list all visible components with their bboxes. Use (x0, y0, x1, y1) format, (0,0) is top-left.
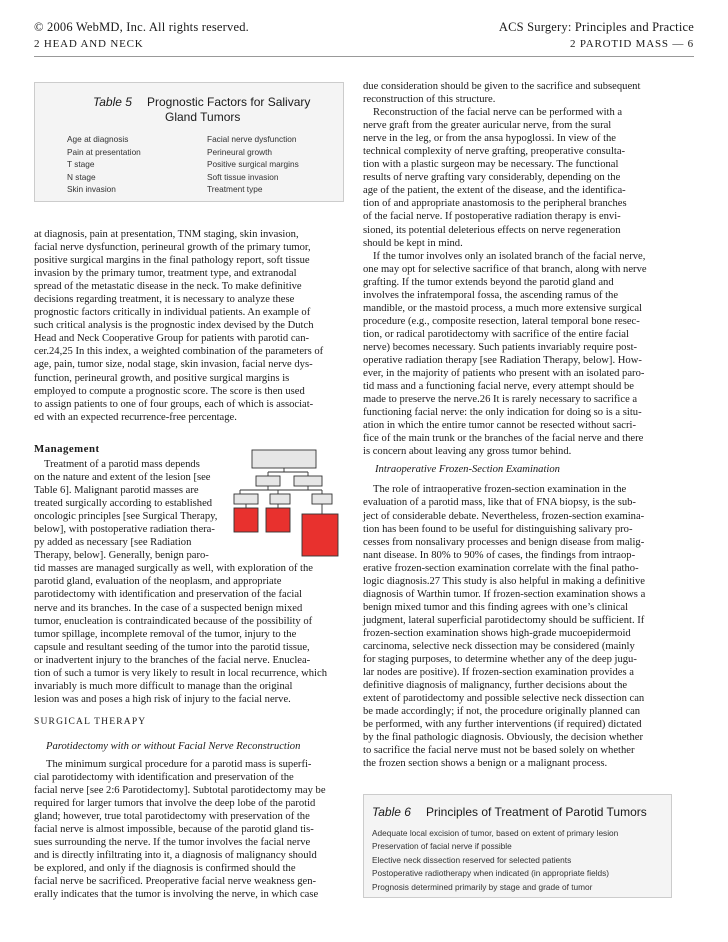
text-line: to assign patients to one of four groups, each of which is associat- (34, 398, 314, 410)
text-line: tid mass and a functioning facial nerve, every attempt should be (363, 381, 634, 393)
table-6-row: Elective neck dissection reserved for selected patients (372, 854, 572, 865)
flow-box-left-1 (256, 476, 280, 486)
text-line: be explored, and only if the diagnosis is confirmed should the (34, 863, 296, 875)
text-line: benign mixed tumor and this finding agrees with one’s clinical (363, 601, 629, 613)
text-line: results of nerve grafting vary considerably, depending on the (363, 172, 621, 184)
text-line: tumor spillage, incomplete removal of the tumor, injury to the (34, 628, 297, 640)
text-line: invariably is much more difficult to manage than the original (34, 680, 293, 692)
text-line: facial nerve [see 2:6 Parotidectomy]. Subtotal parotidectomy may be (34, 785, 326, 797)
text-line: functioning facial nerve: the only indication for doing so is a situ- (363, 407, 642, 419)
text-line: If the tumor involves only an isolated branch of the facial nerve, (373, 250, 646, 262)
flow-box-right-2 (312, 494, 332, 504)
text-line: be made accordingly; if not, the procedure originally planned can (363, 706, 641, 718)
table-5-label: Table 5 (93, 95, 132, 109)
table-5-cell: N stage (67, 171, 96, 182)
text-line: due consideration should be given to the sacrifice and subsequent (363, 81, 641, 92)
text-line: nerve in the leg, or from the ansa hypoglossi. In view of the (363, 133, 617, 145)
flow-box-right-1 (294, 476, 322, 486)
text-line: invasion by the primary tumor, treatment type, and extranodal (34, 268, 297, 280)
table-5-cell: Skin invasion (67, 184, 116, 194)
text-line: spread of the metastatic disease in the neck. To make definitive (34, 281, 302, 293)
flow-box-red-right (302, 514, 338, 556)
text-line: nerve) becomes necessary. Such patients invariably require post- (363, 341, 638, 353)
text-line: parotidectomy with identification and preservation of the facial (34, 589, 302, 601)
text-line: employed to compute a prognostic score. The score is then used (34, 385, 305, 397)
text-line: cer.24,25 In this index, a weighted combination of the parameters of (34, 346, 324, 358)
table-6-row: Postoperative radiotherapy when indicated (in appropriate fields) (372, 868, 610, 879)
flow-box-mid-2 (270, 494, 290, 504)
text-line: carcinoma, selective neck dissection may be considered (mainly (363, 640, 635, 652)
table-5-left-column (67, 133, 141, 196)
text-line: prognostic factors critically in individual patients. An example of (34, 307, 311, 319)
text-line: grafting. If the tumor extends beyond the parotid gland and (363, 276, 614, 288)
text-line: below], with postoperative radiation thera- (34, 524, 215, 536)
text-line: facial nerve dysfunction, perineural growth of the primary tumor, (34, 242, 311, 254)
table-6-rows (372, 827, 618, 894)
parotidectomy-heading: Parotidectomy with or without Facial Nerve Reconstruction (46, 741, 301, 752)
text-line: gland; however, true total parotidectomy with preservation of the (34, 811, 310, 823)
text-line: The minimum surgical procedure for a parotid mass is superfi- (46, 759, 312, 770)
text-line: for staging purposes, to determine whether any of the deep jugu- (363, 654, 637, 666)
text-line: ject of considerable debate. Nevertheless, frozen-section examina- (363, 510, 645, 522)
text-line: ever, in the majority of patients who present with an isolated paro- (363, 368, 645, 380)
text-line: decisions regarding treatment, it is necessary to analyze these (34, 294, 295, 306)
text-line: such critical analysis is the prognostic index devised by the Dutch (34, 320, 314, 332)
text-line: to sacrifice the facial nerve must not be based solely on whether (363, 745, 635, 757)
text-line: Treatment of a parotid mass depends (44, 459, 200, 470)
table-5-cell: Facial nerve dysfunction (207, 134, 297, 144)
text-line: lar nodes are positive). If frozen-section examination provides a (363, 667, 634, 679)
table-5-title-line2: Gland Tumors (165, 110, 241, 124)
text-line: of the facial nerve. If postoperative radiation therapy is envi- (363, 211, 621, 223)
management-paragraph-narrow (34, 458, 227, 562)
book-title: ACS Surgery: Principles and Practice (498, 20, 694, 34)
text-line: on the nature and extent of the lesion [see (34, 472, 211, 484)
text-line: at diagnosis, pain at presentation, TNM staging, skin invasion, (34, 229, 299, 240)
text-line: tid masses are managed surgically as well, with exploration of the (34, 563, 313, 575)
text-line: nerve graft from the greater auricular nerve, from the sural (363, 120, 612, 132)
text-line: Head and Neck Cooperative Group for patients with parotid can- (34, 333, 310, 345)
text-line: tumor, enucleation is contraindicated because of the possibility of (34, 615, 313, 627)
text-line: cial parotidectomy with identification and preservation of the (34, 772, 294, 784)
text-line: extent of parotidectomy and possible selective neck dissection can (363, 693, 645, 705)
text-line: by the final pathologic diagnosis. Obviously, the decision whether (363, 732, 643, 744)
text-line: sioned, its potential deleterious effects on nerve regeneration (363, 224, 621, 236)
text-line: involves the infratemporal fossa, the ascending ramus of the (363, 289, 619, 301)
text-line: treated surgically according to established (34, 498, 213, 510)
text-line: tion has been found to be useful for distinguishing salivary pro- (363, 523, 633, 535)
text-line: nerve and its branches. In the case of a suspected benign mixed (34, 602, 303, 614)
text-line: age of the patient, the extent of the disease, and the identifica- (363, 185, 626, 197)
text-line: evaluation of a parotid mass, like that of FNA biopsy, is the sub- (363, 497, 636, 509)
parotidectomy-paragraph (34, 758, 342, 902)
text-line: age, pain, tumor size, nodal stage, skin invasion, facial nerve dys- (34, 359, 313, 371)
text-line: is concern about leaving any gross tumor behind. (363, 446, 572, 458)
text-line: frozen-section examination shows high-grade mucoepidermoid (363, 627, 631, 639)
text-line: lesion was and poses a high risk of injury to the facial nerve. (34, 693, 291, 705)
text-line: Table 6]. Malignant parotid masses are (34, 485, 199, 497)
text-line: tion with a plastic surgeon may be necessary. The functional (363, 159, 619, 171)
copyright-notice: © 2006 WebMD, Inc. All rights reserved. (34, 20, 249, 34)
table-6 (363, 794, 672, 898)
text-line: tion of such a tumor is very likely to result in local recurrence, which (34, 667, 328, 679)
text-line: should be kept in mind. (363, 237, 463, 249)
table-6-title: Principles of Treatment of Parotid Tumors (426, 805, 647, 819)
text-line: operative radiation therapy [see Radiation Therapy, below]. How- (363, 354, 642, 366)
header-rule (34, 56, 694, 57)
flow-box-red-mid (266, 508, 290, 532)
text-line: nant disease. In 80% to 90% of cases, the findings from intraop- (363, 549, 636, 561)
text-line: positive surgical margins in the final pathology report, soft tissue (34, 255, 310, 267)
text-line: Reconstruction of the facial nerve can be performed with a (373, 107, 623, 119)
chapter-label: 2 PAROTID MASS — 6 (569, 38, 694, 50)
text-line: ed with an expected recurrence-free percentage. (34, 411, 237, 423)
table-5 (34, 82, 344, 202)
management-paragraph-wide (34, 562, 342, 706)
text-line: facial nerve is almost impossible, because of the parotid gland tis- (34, 824, 314, 836)
text-line: The role of intraoperative frozen-section examination in the (373, 484, 627, 496)
table-6-row: Preservation of facial nerve if possible (372, 841, 512, 852)
text-line: py added as necessary [see Radiation (34, 537, 192, 549)
text-line: diagnosis of Warthin tumor. If frozen-section examination shows a (363, 588, 646, 600)
table-5-cell: Pain at presentation (67, 146, 141, 157)
text-line: and is directly infiltrating into it, a diagnosis of malignancy should (34, 850, 317, 862)
text-line: ation in which the entire tumor cannot be resected without sacri- (363, 420, 636, 432)
frozen-section-heading: Intraoperative Frozen-Section Examination (375, 464, 560, 476)
right-column-text (363, 80, 670, 770)
text-line: logic diagnosis.27 This study is also helpful in making a definitive (363, 575, 645, 587)
text-line: reconstruction of this structure. (363, 94, 496, 106)
text-line: required for larger tumors that involve the deep lobe of the parotid (34, 798, 316, 810)
text-line: be performed, with any further interventions (if required) dictated (363, 719, 642, 731)
text-line: technical complexity of nerve grafting, preoperative consulta- (363, 146, 626, 158)
text-line: parotid gland, evaluation of the neoplasm, and appropriate (34, 576, 282, 588)
text-line: capsule and resultant seeding of the tumor into the parotid tissue, (34, 641, 310, 653)
flow-box-red-left (234, 508, 258, 532)
table-5-cell: Age at diagnosis (67, 134, 129, 144)
text-line: sues surrounding the nerve. If the tumor involves the facial nerve (34, 837, 311, 849)
table-5-cell: Treatment type (207, 184, 263, 194)
text-line: erally indicates that the tumor is involving the nerve, in which case (34, 889, 319, 901)
text-line: function, perineural growth, and positive surgical margins is (34, 372, 290, 384)
text-line: judgment, lateral superficial parotidectomy should be sufficient. If (363, 614, 645, 626)
text-line: the frozen section shows a benign or a malignant process. (363, 758, 608, 770)
text-line: erative frozen-section examination correlate with the final patho- (363, 562, 639, 574)
table-5-cell: Soft tissue invasion (207, 171, 279, 182)
prognostic-paragraph (34, 228, 342, 424)
text-line: definitive diagnosis of malignancy, further decisions about the (363, 680, 628, 692)
management-heading: Management (34, 443, 100, 455)
table-5-right-column (207, 133, 299, 196)
text-line: oncologic principles [see Surgical Therapy, (34, 511, 218, 523)
algorithm-flowchart-icon (232, 446, 342, 566)
table-5-title-line1: Prognostic Factors for Salivary (147, 95, 311, 109)
flow-box-top (252, 450, 316, 468)
section-label: 2 HEAD AND NECK (34, 38, 144, 50)
text-line: tion, or radical parotidectomy with sacrifice of the entire facial (363, 328, 629, 340)
text-line: fice of the main trunk or the branches of the facial nerve and there (363, 433, 644, 445)
table-6-label: Table 6 (372, 805, 411, 819)
table-5-cell: Positive surgical margins (207, 159, 299, 169)
text-line: made to preserve the nerve.26 It is rarely necessary to sacrifice a (363, 394, 638, 406)
text-line: tion of and appropriate anastomosis to the peripheral branches (363, 198, 627, 210)
flow-box-left-2 (234, 494, 258, 504)
table-6-row: Prognosis determined primarily by stage and grade of tumor (372, 881, 593, 892)
text-line: one may opt for selective sacrifice of that branch, along with nerve (363, 263, 647, 275)
text-line: procedure (e.g., composite resection, lateral temporal bone resec- (363, 315, 640, 327)
text-line: facial nerve be sacrificed. Preoperative facial nerve weakness gen- (34, 876, 317, 888)
text-line: or inadvertent injury to the branches of the facial nerve. Enuclea- (34, 654, 311, 666)
text-line: cesses from nonsalivary processes and benign disease from malig- (363, 536, 645, 548)
text-line: Therapy, below]. Generally, benign paro- (34, 550, 209, 562)
surgical-therapy-heading: SURGICAL THERAPY (34, 717, 147, 727)
table-5-cell: T stage (67, 159, 95, 169)
text-line: mandible, or the mastoid process, a much more extensive surgical (363, 302, 642, 314)
table-6-row: Adequate local excision of tumor, based on extent of primary lesion (372, 828, 619, 838)
table-5-cell: Perineural growth (207, 146, 273, 157)
